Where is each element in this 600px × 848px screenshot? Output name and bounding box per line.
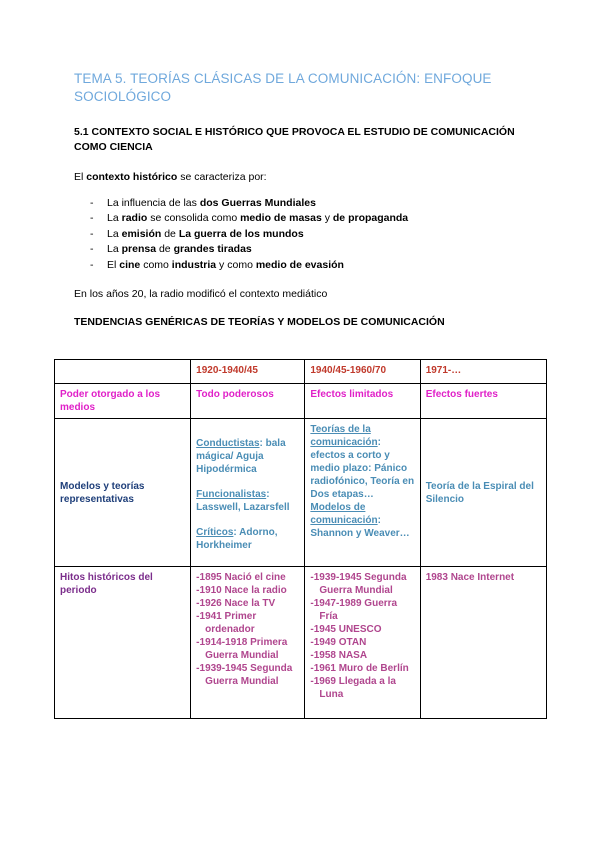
row-label-poder: Poder otorgado a los medios (55, 384, 191, 419)
table-row (55, 419, 547, 567)
list-item: - La prensa de grandes tiradas (90, 242, 408, 257)
intro-text: El (74, 171, 87, 183)
table-cell: 1983 Nace Internet (420, 567, 546, 719)
theories-table (54, 359, 547, 719)
table-cell: Efectos limitados (305, 384, 420, 419)
section-heading-context: 5.1 CONTEXTO SOCIAL E HISTÓRICO QUE PROVOCA EL ESTUDIO DE COMUNICACIÓN COMO CIENCIA (74, 126, 515, 153)
table-header-cell (55, 360, 191, 384)
list-item: - La influencia de las dos Guerras Mundiales (90, 196, 408, 211)
intro-text-end: se caracteriza por: (177, 171, 267, 183)
table-header-cell: 1940/45-1960/70 (305, 360, 420, 384)
table-cell: Efectos fuertes (420, 384, 546, 419)
table-cell: Conductistas: bala mágica/ Aguja Hipodérmica Funcionalistas: Lasswell, Lazarsfell Críticos: Adorno, Horkheimer (191, 419, 305, 567)
section-heading-tendencias: TENDENCIAS GENÉRICAS DE TEORÍAS Y MODELOS DE COMUNICACIÓN (74, 316, 445, 328)
intro-bold: contexto histórico (86, 171, 178, 183)
table-header-cell: 1971-… (420, 360, 546, 384)
list-item: - La emisión de La guerra de los mundos (90, 227, 408, 242)
row-label-modelos: Modelos y teorías representativas (55, 419, 191, 567)
context-bullet-list (90, 196, 408, 273)
table-cell: -1939-1945 Segunda Guerra Mundial -1947-1989 Guerra Fría -1945 UNESCO -1949 OTAN -1958 NASA -1961 Muro de Berlín -1969 Llegada a la Luna (305, 567, 420, 719)
table-row (55, 360, 547, 384)
table-row (55, 567, 547, 719)
table-row (55, 384, 547, 419)
table-cell: Teorías de la comunicación: efectos a corto y medio plazo: Pánico radiofónico, Teoría en Dos etapas… Modelos de comunicación: Shannon y Weaver… (305, 419, 420, 567)
row-label-hitos: Hitos históricos del periodo (55, 567, 191, 719)
page-title: TEMA 5. TEORÍAS CLÁSICAS DE LA COMUNICACIÓN: ENFOQUE SOCIOLÓGICO (74, 71, 492, 104)
list-item: - El cine como industria y como medio de evasión (90, 258, 408, 273)
table-cell: Teoría de la Espiral del Silencio (420, 419, 546, 567)
table-cell: -1895 Nació el cine -1910 Nace la radio -1926 Nace la TV -1941 Primer ordenador -1914-1918 Primera Guerra Mundial -1939-1945 Segunda Guerra Mundial (191, 567, 305, 719)
closing-paragraph: En los años 20, la radio modificó el contexto mediático (74, 288, 328, 300)
list-item: - La radio se consolida como medio de masas y de propaganda (90, 211, 408, 226)
intro-paragraph (74, 170, 267, 184)
table-cell: Todo poderosos (191, 384, 305, 419)
table-header-cell: 1920-1940/45 (191, 360, 305, 384)
